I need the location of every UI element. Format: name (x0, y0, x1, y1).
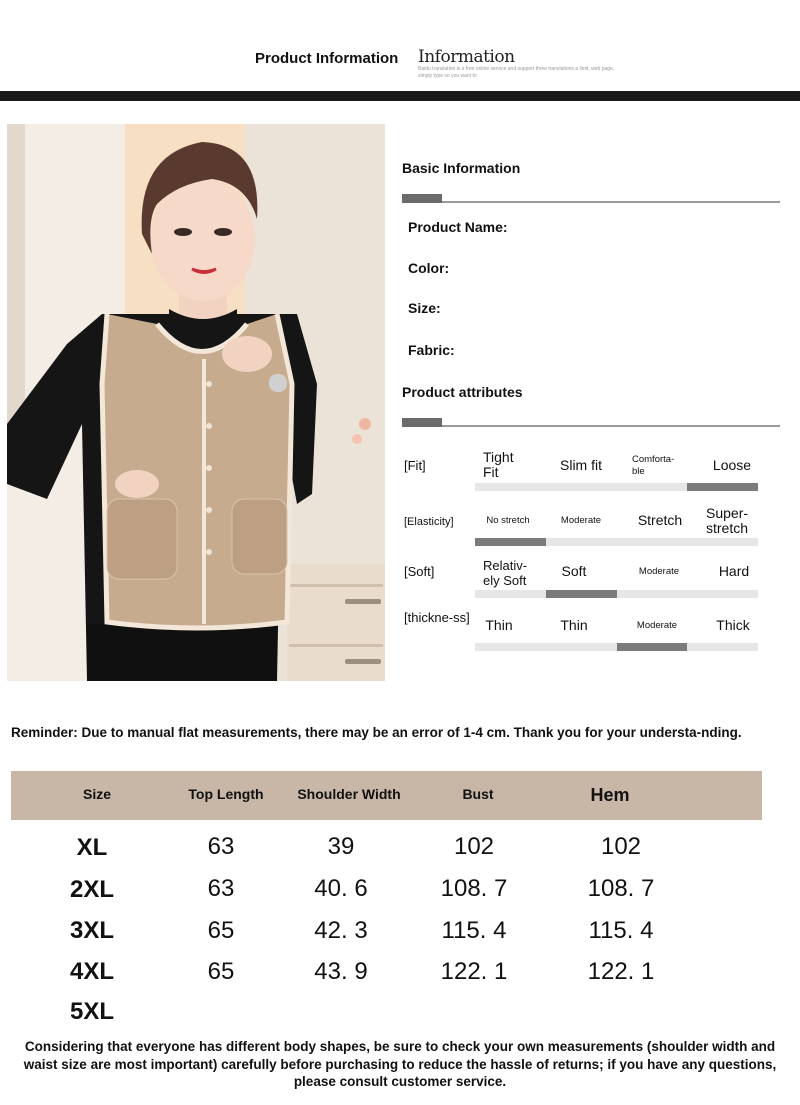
measurement-advice-note: Considering that everyone has different body shapes, be sure to check your own measurements (shoulder width and waist size are most important) carefully before purchasing to reduce the hassle of returns; if you have any questions, please consult customer service. (23, 1039, 777, 1089)
product-attributes-divider (402, 425, 780, 427)
size-table-header-cell: Top Length (188, 786, 264, 802)
attr-indicator (546, 590, 617, 598)
size-table-cell: 42. 3 (314, 917, 368, 944)
size-table-cell: 2XL (69, 876, 114, 903)
product-attributes-marker (402, 418, 442, 427)
size-table-cell: 43. 9 (314, 958, 368, 985)
attr-track-fit (475, 483, 758, 491)
size-table-cell: 115. 4 (588, 917, 654, 944)
attr-option: Tight Fit (483, 449, 514, 480)
size-table-cell: 102 (453, 833, 495, 860)
attr-track-soft (475, 590, 758, 598)
size-table-cell: 39 (327, 833, 355, 860)
basic-information-divider (402, 201, 780, 203)
basic-information-marker (402, 194, 442, 203)
field-fabric: Fabric: (408, 342, 455, 358)
attr-label-elasticity: [Elasticity] (404, 516, 454, 528)
page-title: Product Information (255, 50, 399, 67)
size-table-header-cell: Bust (462, 786, 494, 802)
attr-indicator (687, 483, 758, 491)
attr-option: Stretch (637, 512, 683, 528)
attr-option: Moderate (638, 566, 680, 577)
attr-indicator (617, 643, 688, 651)
size-table-header-cell: Size (82, 786, 111, 802)
size-table-cell: 122. 1 (587, 958, 655, 985)
attr-option: Loose (712, 457, 752, 473)
size-table-cell: 65 (207, 958, 235, 985)
basic-information-title: Basic Information (402, 160, 521, 176)
size-table-cell: 108. 7 (587, 875, 655, 902)
attr-track-elasticity (475, 538, 758, 546)
attr-option: No stretch (486, 515, 530, 526)
size-table-cell: 63 (207, 833, 235, 860)
size-table-cell: 102 (600, 833, 642, 860)
attr-label-fit: [Fit] (404, 458, 426, 473)
information-logo: Information (418, 47, 515, 67)
attr-option: Relativ-ely Soft (483, 558, 528, 588)
field-color: Color: (408, 260, 450, 276)
size-table-cell: 4XL (69, 958, 114, 985)
attr-option: Hard (718, 563, 750, 579)
attr-option: Comforta-ble (632, 454, 675, 477)
measurement-reminder: Reminder: Due to manual flat measurements, there may be an error of 1-4 cm. Thank you for your understa-nding. (11, 725, 742, 740)
information-logo-subtext: Baidu translation is a free online service and support three translations a limit, web page, simply type so you want to (418, 66, 615, 79)
attr-indicator (475, 538, 546, 546)
size-table-cell: 122. 1 (440, 958, 508, 985)
attr-track-thickness (475, 643, 758, 651)
attr-option: Soft (561, 563, 587, 579)
attr-option: Super-stretch (706, 505, 749, 536)
size-table-cell: 5XL (69, 998, 114, 1025)
size-table-cell: 40. 6 (314, 875, 368, 902)
field-size: Size: (408, 300, 441, 316)
field-product-name: Product Name: (408, 219, 508, 235)
size-table-header-cell: Hem (590, 785, 630, 805)
attr-label-thickness: [thickne-ss] (404, 610, 470, 625)
header-divider-bar (0, 91, 800, 101)
size-table-cell: 63 (207, 875, 235, 902)
size-table-cell: XL (76, 834, 108, 861)
size-table-cell: 3XL (69, 917, 114, 944)
size-table-header-cell: Shoulder Width (297, 786, 401, 802)
size-table-cell: 115. 4 (441, 917, 507, 944)
attr-option: Moderate (560, 515, 602, 526)
attr-option: Thin (560, 617, 588, 633)
size-table-cell: 108. 7 (440, 875, 508, 902)
attr-label-soft: [Soft] (404, 564, 435, 579)
attr-option: Thin (485, 617, 513, 633)
size-table-cell: 65 (207, 917, 235, 944)
attr-option: Thick (716, 617, 750, 633)
attr-option: Moderate (636, 620, 678, 631)
product-photo (7, 124, 385, 681)
product-attributes-title: Product attributes (402, 384, 523, 400)
attr-option: Slim fit (560, 457, 602, 473)
